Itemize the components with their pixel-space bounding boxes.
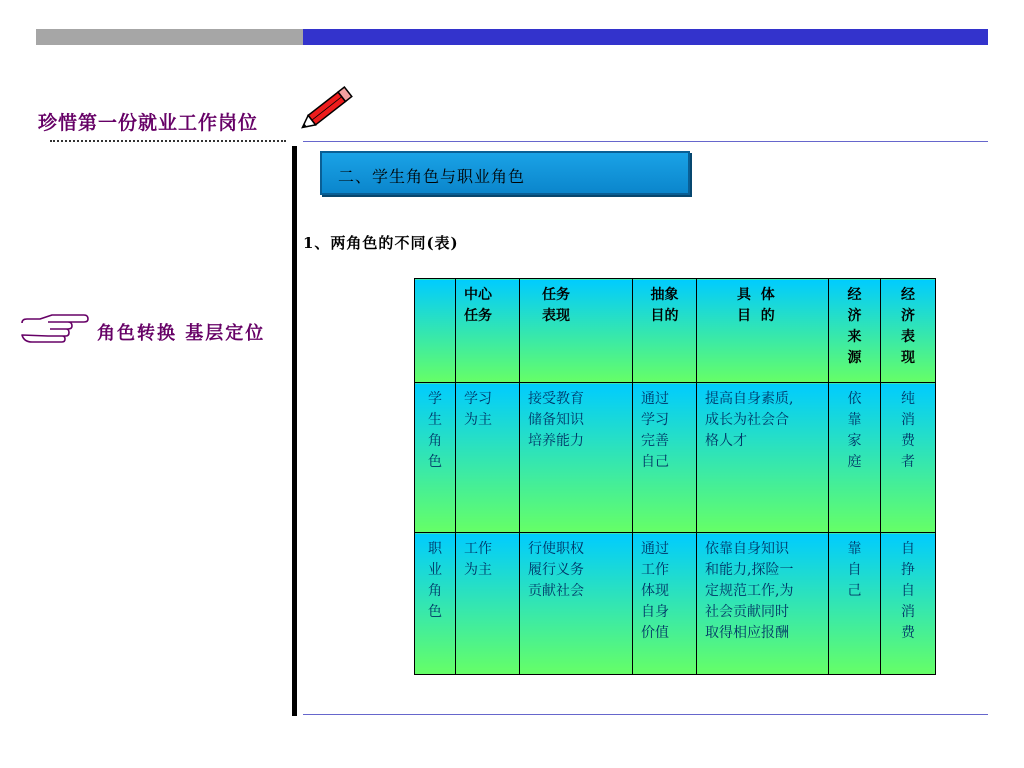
cell-line: 履行义务 xyxy=(528,562,584,578)
cell-line: 通过 xyxy=(641,391,669,407)
cell-line: 自己 xyxy=(641,454,669,470)
role-comparison-table xyxy=(414,278,936,675)
header-text: 表现 xyxy=(542,308,570,324)
cell-line: 成长为社会合 xyxy=(705,412,789,428)
cell-line: 自身 xyxy=(641,604,669,620)
role-label: 学生角色 xyxy=(428,391,442,470)
cell-text: 依靠家庭 xyxy=(847,391,862,470)
header-concrete-goal xyxy=(697,279,829,383)
role-cell xyxy=(415,533,456,675)
concrete-goal-cell xyxy=(697,383,829,533)
top-bar-blue xyxy=(303,29,988,45)
abstract-goal-cell xyxy=(633,383,697,533)
cell-line: 为主 xyxy=(464,412,492,428)
header-text: 目的 xyxy=(650,308,679,324)
bottom-divider xyxy=(303,714,988,715)
concrete-goal-cell xyxy=(697,533,829,675)
slide-title: 珍惜第一份就业工作岗位 xyxy=(38,112,259,134)
section-title: 二、学生角色与职业角色 xyxy=(338,167,526,186)
section-title-box xyxy=(320,151,690,195)
cell-line: 学习 xyxy=(641,412,669,428)
header-text: 经济表现 xyxy=(901,287,915,366)
task-performance-cell xyxy=(520,383,633,533)
role-label: 职业角色 xyxy=(428,541,442,620)
table-row-professional xyxy=(415,533,936,675)
cell-text: 自挣自消费 xyxy=(901,541,915,641)
header-abstract-goal xyxy=(633,279,697,383)
header-task-performance xyxy=(520,279,633,383)
header-text: 任务 xyxy=(542,287,570,303)
economic-performance-cell xyxy=(881,383,936,533)
pencil-icon xyxy=(298,82,360,134)
slide-subtitle: 角色转换 基层定位 xyxy=(97,323,266,344)
cell-text: 纯消费者 xyxy=(901,391,915,470)
cell-line: 行使职权 xyxy=(528,541,584,557)
header-economic-performance xyxy=(881,279,936,383)
cell-line: 社会贡献同时 xyxy=(705,604,789,620)
role-cell xyxy=(415,383,456,533)
cell-line: 取得相应报酬 xyxy=(705,625,789,641)
header-text: 中心 xyxy=(464,287,492,303)
header-text: 经济来源 xyxy=(847,287,862,366)
title-underline xyxy=(50,140,286,142)
table-row-student xyxy=(415,383,936,533)
cell-line: 提高自身素质, xyxy=(705,391,794,407)
center-task-cell xyxy=(456,383,520,533)
cell-line: 通过 xyxy=(641,541,669,557)
header-center-task xyxy=(456,279,520,383)
header-text: 抽象 xyxy=(650,287,679,303)
cell-line: 为主 xyxy=(464,562,492,578)
task-performance-cell xyxy=(520,533,633,675)
cell-line: 格人才 xyxy=(705,433,747,449)
economic-performance-cell xyxy=(881,533,936,675)
abstract-goal-cell xyxy=(633,533,697,675)
economic-source-cell xyxy=(829,533,881,675)
cell-line: 体现 xyxy=(641,583,669,599)
top-bar-gray xyxy=(36,29,303,45)
cell-line: 学习 xyxy=(464,391,492,407)
cell-line: 接受教育 xyxy=(528,391,584,407)
table-heading: 1、两角色的不同(表) xyxy=(303,234,459,252)
pointing-hand-icon xyxy=(18,311,90,345)
cell-line: 和能力,探险一 xyxy=(705,562,794,578)
cell-line: 工作 xyxy=(464,541,492,557)
cell-line: 贡献社会 xyxy=(528,583,584,599)
header-economic-source xyxy=(829,279,881,383)
cell-line: 储备知识 xyxy=(528,412,584,428)
header-text: 任务 xyxy=(464,308,492,324)
economic-source-cell xyxy=(829,383,881,533)
header-text: 具 体 xyxy=(737,287,775,303)
center-task-cell xyxy=(456,533,520,675)
cell-line: 完善 xyxy=(641,433,669,449)
top-divider xyxy=(303,141,988,142)
header-text: 目 的 xyxy=(737,308,775,324)
header-cell-empty xyxy=(415,279,456,383)
cell-line: 工作 xyxy=(641,562,669,578)
cell-line: 依靠自身知识 xyxy=(705,541,789,557)
cell-line: 价值 xyxy=(641,625,669,641)
vertical-divider xyxy=(292,146,297,716)
table-header-row xyxy=(415,279,936,383)
cell-line: 培养能力 xyxy=(528,433,584,449)
cell-line: 定规范工作,为 xyxy=(705,583,794,599)
cell-text: 靠自己 xyxy=(847,541,862,599)
